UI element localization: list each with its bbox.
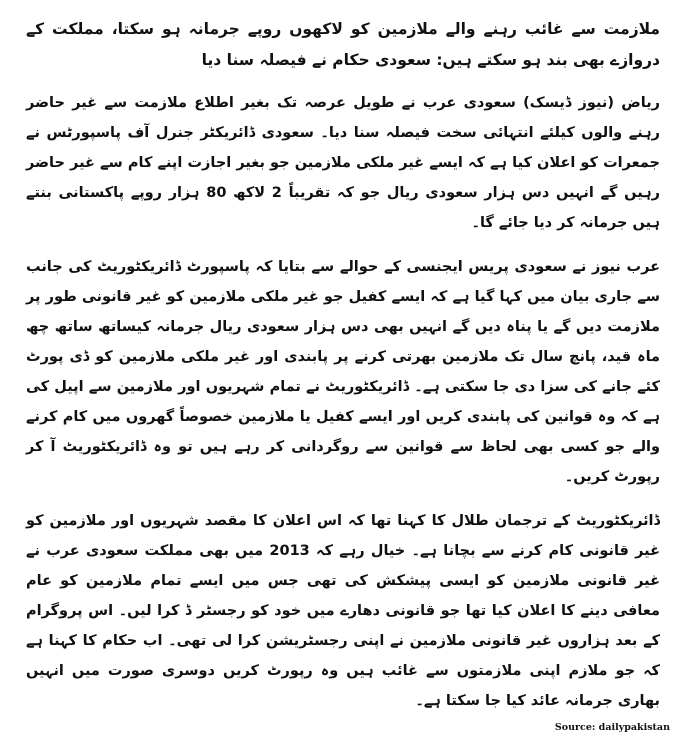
article-paragraph-1: ریاض (نیوز ڈیسک) سعودی عرب نے طویل عرصہ تک بغیر اطلاع ملازمت سے غیر حاضر رہنے والوں کیلئے انتہائی سخت فیصلہ سنا دیا۔ سعودی ڈائریکٹر جنرل آف پاسپورٹس نے جمعرات کو اعلان کیا ہے کہ ایسے غیر ملکی ملازمین جو بغیر اجازت اپنے کام سے غیر حاضر رہیں گے انہیں دس ہزار سعودی ریال جو کہ تقریباً 2 لاکھ 80 ہزار روپے پاکستانی بنتے ہیں جرمانہ کر دیا جائے گا۔ <box>26 95 660 231</box>
article-paragraph-2: عرب نیوز نے سعودی پریس ایجنسی کے حوالے سے بتایا کہ پاسپورٹ ڈائریکٹوریٹ کی جانب سے جاری بیان میں کہا گیا ہے کہ ایسے کفیل جو غیر ملکی ملازمین کو غیر قانونی طور پر ملازمت دیں گے یا پناہ دیں گے انہیں بھی دس ہزار سعودی ریال جرمانہ کیساتھ ساتھ چھ ماہ قید، پانچ سال تک ملازمین بھرتی کرنے پر پابندی اور غیر ملکی ملازمین کو ڈی پورٹ کئے جانے کی سزا دی جا سکتی ہے۔ ڈائریکٹوریٹ نے تمام شہریوں اور ملازمین سے اپیل کی ہے کہ وہ قوانین کی پابندی کریں اور ایسے کفیل یا ملازمین خصوصاً گھروں میں کام کرنے والے جو کسی بھی لحاظ سے قوانین سے روگردانی کر رہے ہیں تو وہ ڈائریکٹوریٹ آ کر رپورٹ کریں۔ <box>26 259 660 485</box>
article-paragraph-3: ڈائریکٹوریٹ کے ترجمان طلال کا کہنا تھا کہ اس اعلان کا مقصد شہریوں اور ملازمین کو غیر قانونی کام کرنے سے بچانا ہے۔ خیال رہے کہ 2013 میں بھی مملکت سعودی عرب نے غیر قانونی ملازمین کو ایسی پیشکش کی تھی جس میں ایسے تمام ملازمین کو عام معافی دینے کا اعلان کیا تھا جو قانونی دھارے میں خود کو رجسٹر ڈ کرا لیں۔ اس پروگرام کے بعد ہزاروں غیر قانونی ملازمین نے اپنی رجسٹریشن کرا لی تھی۔ اب حکام کا کہنا ہے کہ جو ملازم اپنی ملازمتوں سے غائب ہیں وہ رپورٹ کریں دوسری صورت میں انہیں بھاری جرمانہ عائد کیا جا سکتا ہے۔ <box>26 513 660 709</box>
source-credit: Source: dailypakistan <box>554 722 670 733</box>
article-headline: ملازمت سے غائب رہنے والے ملازمین کو لاکھوں روپے جرمانہ ہو سکتا، مملکت کے دروازے بھی بند ہو سکتے ہیں: سعودی حکام نے فیصلہ سنا دیا <box>26 20 660 69</box>
article <box>26 14 660 730</box>
